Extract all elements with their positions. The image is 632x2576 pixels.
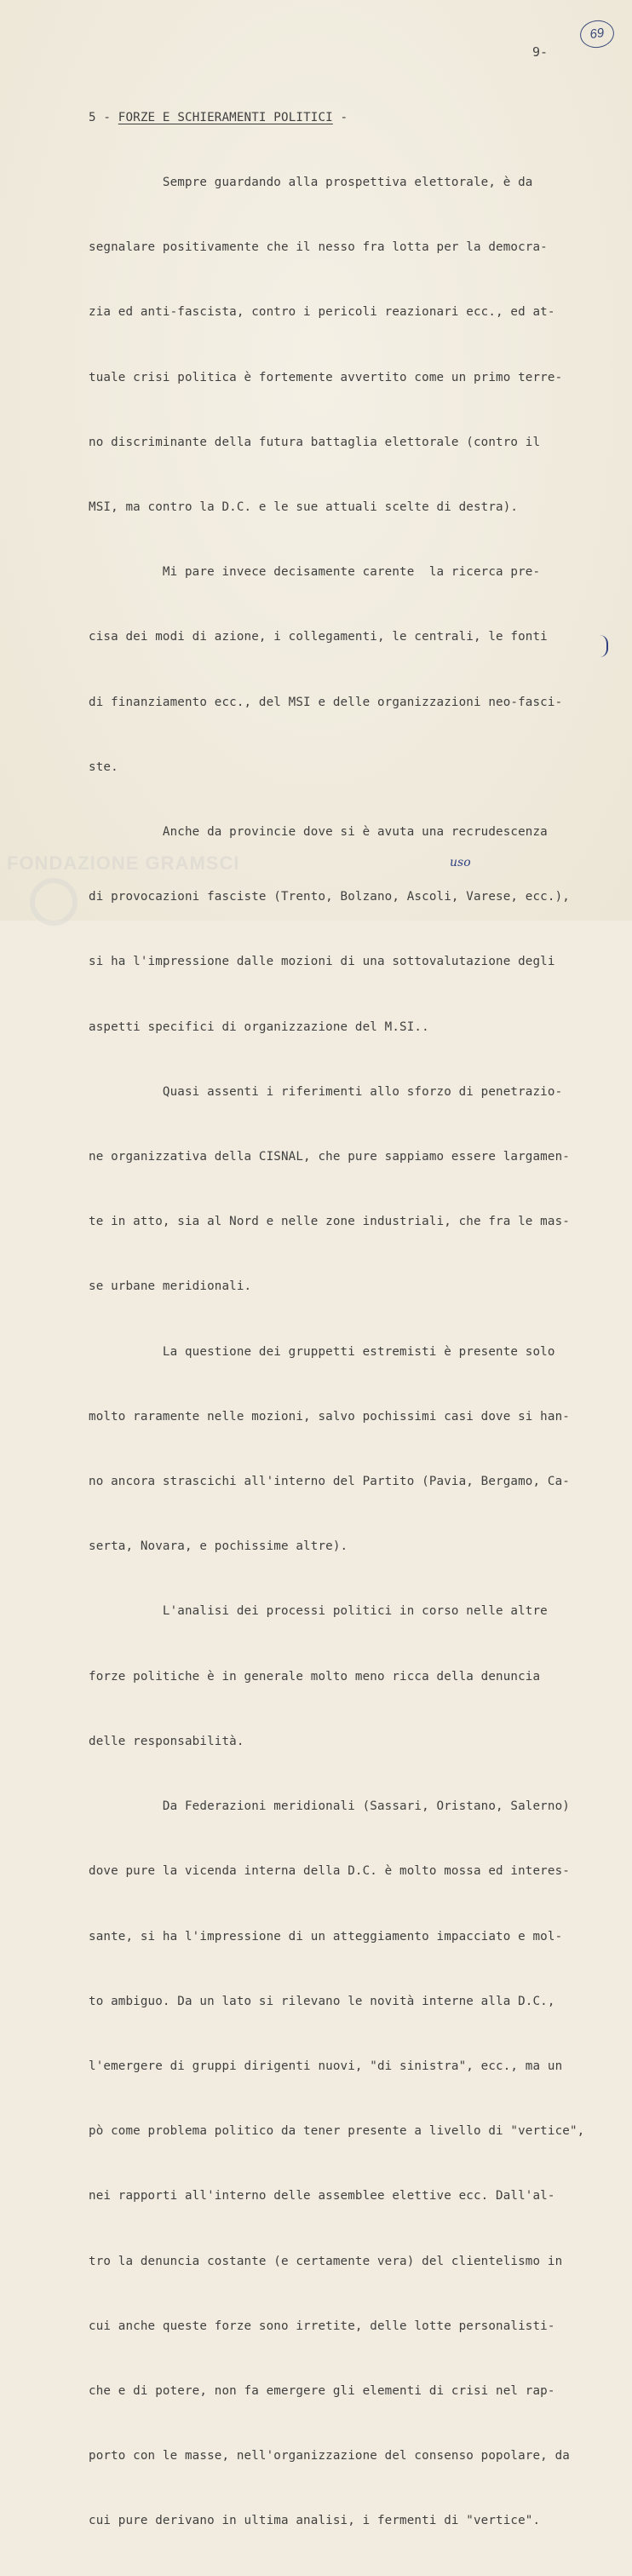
text-line: Sempre guardando alla prospettiva elettorale, è da [89, 176, 533, 190]
text-line: La questione dei gruppetti estremisti è presente solo [89, 1344, 555, 1359]
section-heading [89, 107, 600, 129]
text-line: di provocazioni fasciste (Trento, Bolzano, Ascoli, Varese, ecc.), [89, 890, 570, 904]
text-line: porto con le masse, nell'organizzazione del consenso popolare, da [89, 2449, 570, 2463]
text-line: sante, si ha l'impressione di un atteggiamento impacciato e mol- [89, 1929, 563, 1944]
text-line: L'analisi dei processi politici in corso nelle altre [89, 1604, 548, 1619]
text-line: no ancora strascichi all'interno del Partito (Pavia, Bergamo, Ca- [89, 1475, 570, 1489]
text-line: delle responsabilità. [89, 1734, 244, 1748]
text-line: pò come problema politico da tener presente a livello di "vertice", [89, 2124, 585, 2139]
text-line: si ha l'impressione dalle mozioni di una sottovalutazione degli [89, 955, 555, 969]
typed-text-body [89, 64, 600, 2576]
text-line: Anche da provincie dove si è avuta una recrudescenza [89, 825, 548, 840]
archive-number-stamp [578, 18, 616, 49]
text-line: te in atto, sia al Nord e nelle zone industriali, che fra le mas- [89, 1215, 570, 1229]
text-line: molto raramente nelle mozioni, salvo pochissimi casi dove si han- [89, 1409, 570, 1424]
stamp-number: 69 [589, 25, 606, 43]
text-line: se urbane meridionali. [89, 1279, 252, 1294]
text-line: no discriminante della futura battaglia elettorale (contro il [89, 435, 541, 449]
text-line: zia ed anti-fascista, contro i pericoli reazionari ecc., ed at- [89, 305, 555, 320]
text-line: che e di potere, non fa emergere gli elementi di crisi nel rap- [89, 2383, 555, 2398]
text-line: di finanziamento ecc., del MSI e delle organizzazioni neo-fasci- [89, 695, 563, 709]
heading-title: FORZE E SCHIERAMENTI POLITICI [118, 110, 333, 124]
text-line: tuale crisi politica è fortemente avvertito come un primo terre- [89, 370, 563, 384]
handwritten-correction: uso [450, 856, 471, 869]
page-number: 9- [532, 44, 549, 60]
text-line: ste. [89, 760, 118, 774]
text-line: to ambiguo. Da un lato si rilevano le novità interne alla D.C., [89, 1994, 555, 2008]
text-line: dove pure la vicenda interna della D.C. è molto mossa ed interes- [89, 1864, 570, 1879]
archive-watermark: FONDAZIONE GRAMSCI [7, 852, 240, 874]
text-line: Mi pare invece decisamente carente la ricerca pre- [89, 565, 541, 580]
heading-suffix: - [332, 110, 348, 124]
watermark-logo-icon [30, 878, 78, 926]
handwritten-bracket [598, 635, 608, 657]
text-line: serta, Novara, e pochissime altre). [89, 1539, 348, 1554]
text-line: cui pure derivano in ultima analisi, i fermenti di "vertice". [89, 2514, 541, 2528]
text-line: l'emergere di gruppi dirigenti nuovi, "di sinistra", ecc., ma un [89, 2059, 563, 2073]
text-line: forze politiche è in generale molto meno ricca della denuncia [89, 1669, 541, 1684]
text-line: ne organizzativa della CISNAL, che pure sappiamo essere largamen- [89, 1150, 570, 1164]
text-line: Quasi assenti i riferimenti allo sforzo di penetrazio- [89, 1084, 563, 1099]
text-line: aspetti specifici di organizzazione del M.SI.. [89, 1019, 429, 1034]
text-line: MSI, ma contro la D.C. e le sue attuali scelte di destra). [89, 500, 519, 515]
heading-prefix: 5 - [89, 110, 118, 124]
text-line: Da Federazioni meridionali (Sassari, Oristano, Salerno) [89, 1799, 570, 1814]
text-line: cui anche queste forze sono irretite, delle lotte personalisti- [89, 2319, 555, 2333]
text-line: nei rapporti all'interno delle assemblee elettive ecc. Dall'al- [89, 2189, 555, 2203]
text-line: segnalare positivamente che il nesso fra lotta per la democra- [89, 240, 548, 255]
text-line: cisa dei modi di azione, i collegamenti, le centrali, le fonti [89, 630, 548, 644]
text-line: tro la denuncia costante (e certamente vera) del clientelismo in [89, 2254, 563, 2268]
